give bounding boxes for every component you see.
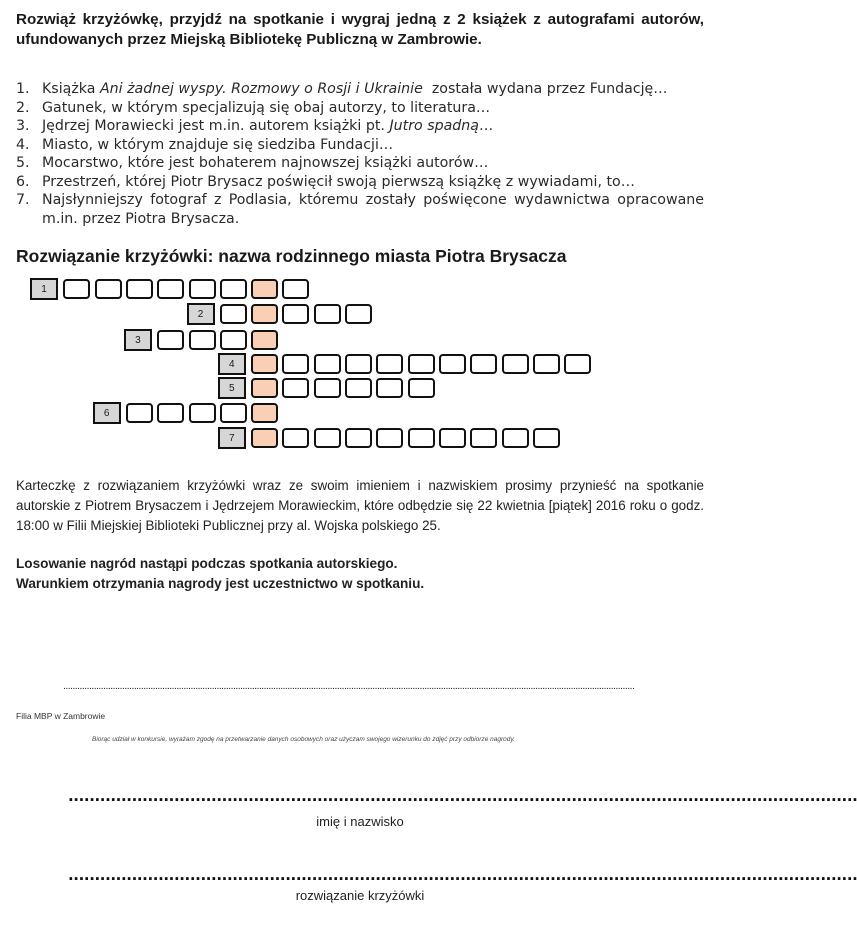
- crossword-cell[interactable]: [470, 354, 497, 374]
- clue-text: Miasto, w którym znajduje się siedziba Fundacji…: [42, 136, 394, 153]
- solution-cell[interactable]: [251, 279, 278, 299]
- crossword-cell[interactable]: [157, 403, 184, 423]
- crossword-cell[interactable]: [126, 403, 153, 423]
- solution-label: rozwiązanie krzyżówki: [295, 888, 425, 903]
- crossword-cell[interactable]: [189, 403, 216, 423]
- crossword-cell[interactable]: [345, 304, 372, 324]
- signature-line: ..................................................................................................................................................................................................................................................: [63, 682, 635, 692]
- crossword-cell[interactable]: [220, 304, 247, 324]
- solution-cell[interactable]: [251, 330, 278, 350]
- clue-number-box: 4: [218, 353, 246, 375]
- clue-item: [16, 154, 704, 173]
- clue-number-box: 7: [218, 427, 246, 449]
- intro-text: Rozwiąż krzyżówkę, przyjdź na spotkanie i wygraj jedną z 2 książek z autografami autorów, ufundowanych przez Miejską Bibliotekę Publiczną w Zambrowie.: [16, 11, 704, 48]
- consent-text: Biorąc udział w konkursie, wyrażam zgodę na przetwarzanie danych osobowych oraz użyczam swojego wizerunku do zdjęć przy odbiorze nagrody.: [92, 736, 515, 743]
- clue-number-box: 6: [93, 402, 121, 424]
- clue-item: [16, 173, 704, 192]
- crossword-cell[interactable]: [502, 354, 529, 374]
- clue-text: Przestrzeń, której Piotr Brysacz poświęcił swoją pierwszą książkę z wywiadami, to…: [42, 173, 635, 190]
- solution-cell[interactable]: [251, 304, 278, 324]
- clue-text: Jędrzej Morawiecki jest m.in. autorem książki pt.: [42, 118, 390, 134]
- clue-number: 2.: [16, 99, 30, 116]
- solution-cell[interactable]: [251, 354, 278, 374]
- crossword-cell[interactable]: [126, 279, 153, 299]
- condition-line: Warunkiem otrzymania nagrody jest uczestnictwo w spotkaniu.: [16, 576, 425, 591]
- crossword-cell[interactable]: [220, 279, 247, 299]
- crossword-cell[interactable]: [282, 304, 309, 324]
- crossword-cell[interactable]: [314, 304, 341, 324]
- crossword-cell[interactable]: [376, 354, 403, 374]
- crossword-cell[interactable]: [345, 378, 372, 398]
- clue-number: 4.: [16, 136, 30, 153]
- solution-cell[interactable]: [251, 403, 278, 423]
- solution-cell[interactable]: [251, 378, 278, 398]
- crossword-grid: [0, 0, 720, 460]
- clue-text: Najsłynniejszy fotograf z Podlasia, któremu zostały poświęcone wydawnictwa opracowane m.in. przez Piotra Brysacza.: [42, 192, 704, 227]
- clue-number: 7.: [16, 192, 30, 208]
- clue-item: [16, 80, 704, 99]
- crossword-cell[interactable]: [564, 354, 591, 374]
- name-label: imię i nazwisko: [316, 814, 404, 829]
- crossword-cell[interactable]: [439, 354, 466, 374]
- crossword-cell[interactable]: [314, 354, 341, 374]
- crossword-cell[interactable]: [282, 354, 309, 374]
- crossword-cell[interactable]: [345, 428, 372, 448]
- clue-text: Książka: [42, 81, 100, 97]
- crossword-cell[interactable]: [314, 428, 341, 448]
- clue-number: 6.: [16, 173, 30, 190]
- solution-cell[interactable]: [251, 428, 278, 448]
- clue-number: 1.: [16, 81, 30, 97]
- crossword-cell[interactable]: [282, 378, 309, 398]
- clue-item: [16, 136, 704, 155]
- crossword-cell[interactable]: [220, 403, 247, 423]
- crossword-cell[interactable]: [157, 279, 184, 299]
- crossword-cell[interactable]: [408, 354, 435, 374]
- clue-item: [16, 117, 704, 136]
- clue-number-box: 5: [218, 377, 246, 399]
- name-input-line[interactable]: .....................................................................................................................................................: [68, 787, 857, 805]
- lottery-line: Losowanie nagród nastąpi podczas spotkania autorskiego.: [16, 556, 398, 571]
- crossword-cell[interactable]: [95, 279, 122, 299]
- crossword-cell[interactable]: [157, 330, 184, 350]
- clue-book-title: Ani żadnej wyspy. Rozmowy o Rosji i Ukrainie: [99, 81, 423, 97]
- crossword-cell[interactable]: [189, 330, 216, 350]
- solution-input-line[interactable]: .....................................................................................................................................................: [68, 866, 857, 884]
- clue-number: 3.: [16, 118, 30, 134]
- clue-number-box: 2: [187, 303, 215, 325]
- crossword-cell[interactable]: [63, 279, 90, 299]
- crossword-cell[interactable]: [220, 330, 247, 350]
- branch-label: Filia MBP w Zambrowie: [16, 711, 106, 721]
- crossword-cell[interactable]: [314, 378, 341, 398]
- clue-number-box: 1: [30, 278, 58, 300]
- clue-item: [16, 191, 704, 228]
- crossword-cell[interactable]: [282, 428, 309, 448]
- crossword-cell[interactable]: [502, 428, 529, 448]
- clue-text-end: została wydana przez Fundację…: [422, 81, 668, 97]
- crossword-cell[interactable]: [408, 378, 435, 398]
- crossword-cell[interactable]: [376, 428, 403, 448]
- crossword-title: Rozwiązanie krzyżówki: nazwa rodzinnego miasta Piotra Brysacza: [16, 246, 567, 266]
- clue-text: Gatunek, w którym specjalizują się obaj autorzy, to literatura…: [42, 99, 491, 116]
- crossword-cell[interactable]: [408, 428, 435, 448]
- crossword-cell[interactable]: [470, 428, 497, 448]
- crossword-cell[interactable]: [282, 279, 309, 299]
- clue-list: [16, 80, 704, 228]
- clue-number: 5.: [16, 155, 30, 171]
- clue-text: Mocarstwo, które jest bohaterem najnowszej książki autorów…: [42, 155, 489, 171]
- crossword-cell[interactable]: [376, 378, 403, 398]
- clue-text-end: …: [479, 118, 494, 134]
- crossword-cell[interactable]: [345, 354, 372, 374]
- crossword-cell[interactable]: [533, 354, 560, 374]
- clue-number-box: 3: [124, 329, 152, 351]
- crossword-cell[interactable]: [533, 428, 560, 448]
- clue-item: [16, 99, 704, 118]
- info-text: Karteczkę z rozwiązaniem krzyżówki wraz ze swoim imieniem i nazwiskiem prosimy przynieść na spotkanie autorskie z Piotrem Brysaczem i Jędrzejem Morawieckim, które odbędzie się 22 kwietnia [piątek] 2016 roku o godz. 18:00 w Filii Miejskiej Biblioteki Publicznej przy al. Wojska polskiego 25.: [16, 478, 704, 533]
- clue-book-title: Jutro spadną: [389, 118, 479, 134]
- crossword-cell[interactable]: [439, 428, 466, 448]
- crossword-cell[interactable]: [189, 279, 216, 299]
